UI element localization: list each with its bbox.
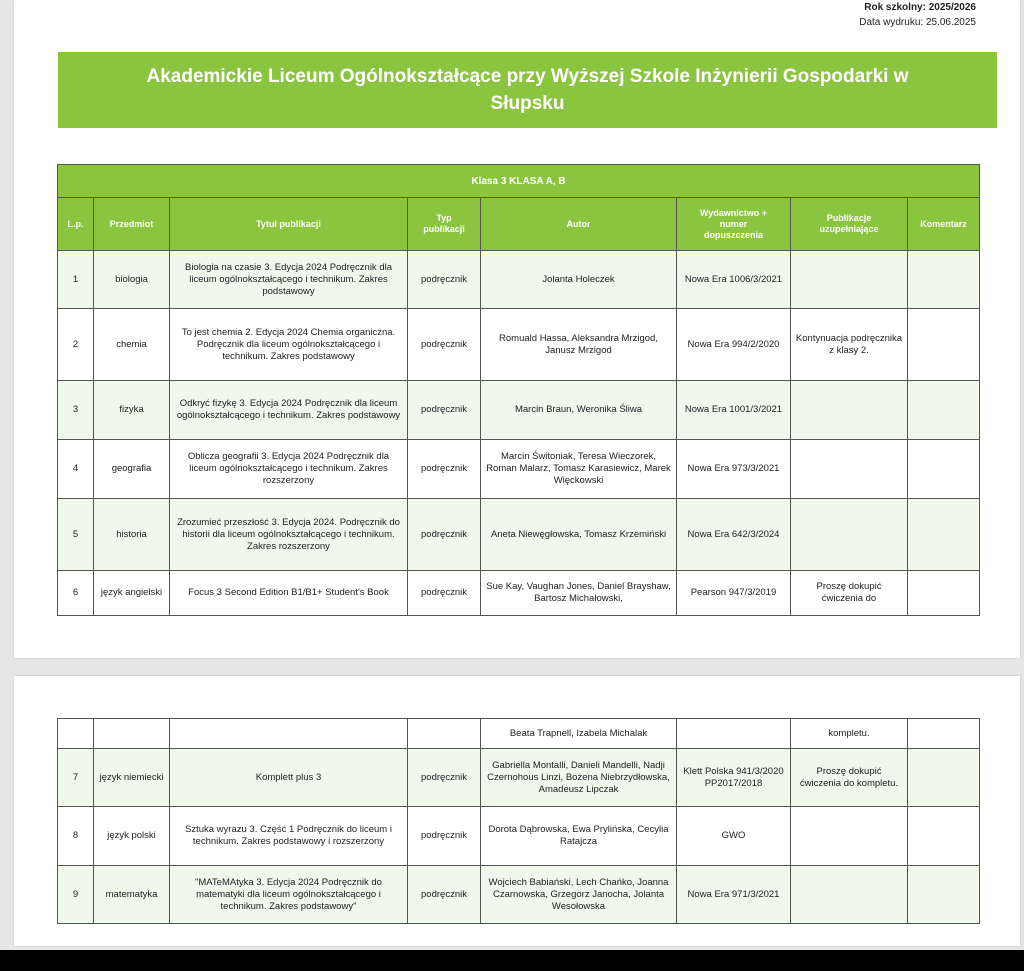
- table-row: [58, 719, 980, 749]
- cell-author: Romuald Hassa, Aleksandra Mrzigod, Janusz Mrzigod: [481, 309, 677, 381]
- cell-author: Wojciech Babiański, Lech Chańko, Joanna Czarnowska, Grzegorz Janocha, Jolanta Wesołowska: [481, 866, 677, 924]
- cell-type: podręcznik: [408, 571, 481, 616]
- col-publisher: Wydawnictwo + numer dopuszczenia: [677, 198, 791, 251]
- table-row: [58, 866, 980, 924]
- header-row: [58, 198, 980, 251]
- cell-publisher: Nowa Era 642/3/2024: [677, 499, 791, 571]
- cell-comment: [908, 381, 980, 440]
- col-supplement: Publikacje uzupełniające: [791, 198, 908, 251]
- school-banner: [58, 52, 997, 128]
- cell-subject: fizyka: [94, 381, 170, 440]
- cell-title: Focus 3 Second Edition B1/B1+ Student's Book: [170, 571, 408, 616]
- cell-author: Jolanta Holeczek: [481, 251, 677, 309]
- cell-supplement: [791, 251, 908, 309]
- cell-comment: [908, 866, 980, 924]
- table-row: [58, 440, 980, 499]
- cell-author: Gabriella Montalli, Danieli Mandelli, Nadji Czernohous Linzi, Bożena Niebrzydłowska, Amadeusz Lipczak: [481, 749, 677, 807]
- cell-lp: 4: [58, 440, 94, 499]
- cell-lp: 5: [58, 499, 94, 571]
- cell-supplement: Proszę dokupić ćwiczenia do kompletu.: [791, 749, 908, 807]
- textbook-table: [57, 164, 980, 616]
- col-title: Tytuł publikacji: [170, 198, 408, 251]
- cell-supplement: Proszę dokupić ćwiczenia do: [791, 571, 908, 616]
- cell-type: podręcznik: [408, 309, 481, 381]
- col-type: Typ publikacji: [408, 198, 481, 251]
- cell-lp: 2: [58, 309, 94, 381]
- cell-comment: [908, 749, 980, 807]
- cell-author: Beata Trapnell, Izabela Michalak: [481, 719, 677, 749]
- cell-lp: 7: [58, 749, 94, 807]
- cell-type: podręcznik: [408, 866, 481, 924]
- cell-author: Sue Kay, Vaughan Jones, Daniel Brayshaw, Bartosz Michałowski,: [481, 571, 677, 616]
- cell-comment: [908, 719, 980, 749]
- cell-title: Komplett plus 3: [170, 749, 408, 807]
- cell-publisher: Nowa Era 973/3/2021: [677, 440, 791, 499]
- cell-type: podręcznik: [408, 251, 481, 309]
- cell-lp: 1: [58, 251, 94, 309]
- cell-title: To jest chemia 2. Edycja 2024 Chemia organiczna. Podręcznik dla liceum ogólnokształcącego i technikum. Zakres podstawowy: [170, 309, 408, 381]
- screen-bottom-bar: [0, 950, 1024, 971]
- print-meta: [859, 0, 976, 30]
- cell-type: [408, 719, 481, 749]
- col-subject: Przedmiot: [94, 198, 170, 251]
- cell-publisher: Nowa Era 971/3/2021: [677, 866, 791, 924]
- table-row: [58, 309, 980, 381]
- cell-supplement: [791, 440, 908, 499]
- cell-type: podręcznik: [408, 381, 481, 440]
- col-author: Autor: [481, 198, 677, 251]
- cell-title: Zrozumieć przeszłość 3. Edycja 2024. Podręcznik do historii dla liceum ogólnokształcącego i technikum. Zakres rozszerzony: [170, 499, 408, 571]
- cell-subject: geografia: [94, 440, 170, 499]
- cell-title: Oblicza geografii 3. Edycja 2024 Podręcznik dla liceum ogólnokształcącego i technikum. Zakres rozszerzony: [170, 440, 408, 499]
- cell-supplement: [791, 381, 908, 440]
- cell-subject: język niemiecki: [94, 749, 170, 807]
- cell-subject: chemia: [94, 309, 170, 381]
- cell-type: podręcznik: [408, 807, 481, 866]
- cell-lp: 3: [58, 381, 94, 440]
- cell-subject: matematyka: [94, 866, 170, 924]
- cell-title: Odkryć fizykę 3. Edycja 2024 Podręcznik dla liceum ogólnokształcącego i technikum. Zakres podstawowy: [170, 381, 408, 440]
- cell-subject: język angielski: [94, 571, 170, 616]
- cell-publisher: Pearson 947/3/2019: [677, 571, 791, 616]
- cell-author: Dorota Dąbrowska, Ewa Prylińska, Cecylia Ratajcza: [481, 807, 677, 866]
- cell-supplement: [791, 807, 908, 866]
- cell-author: Marcin Świtoniak, Teresa Wieczorek, Roman Malarz, Tomasz Karasiewicz, Marek Więckowski: [481, 440, 677, 499]
- cell-comment: [908, 571, 980, 616]
- cell-publisher: Klett Polska 941/3/2020 PP2017/2018: [677, 749, 791, 807]
- table-row: [58, 571, 980, 616]
- school-name: Akademickie Liceum Ogólnokształcące przy Wyższej Szkole Inżynierii Gospodarki w Słupsku: [146, 66, 909, 114]
- document-page-1: [14, 0, 1020, 658]
- cell-type: podręcznik: [408, 749, 481, 807]
- table-row: [58, 251, 980, 309]
- textbook-table-continued: [57, 718, 980, 924]
- cell-comment: [908, 499, 980, 571]
- cell-lp: 9: [58, 866, 94, 924]
- table-row: [58, 749, 980, 807]
- cell-publisher: [677, 719, 791, 749]
- cell-publisher: Nowa Era 1006/3/2021: [677, 251, 791, 309]
- cell-publisher: GWO: [677, 807, 791, 866]
- cell-lp: [58, 719, 94, 749]
- cell-comment: [908, 251, 980, 309]
- cell-lp: 6: [58, 571, 94, 616]
- cell-subject: biologia: [94, 251, 170, 309]
- document-page-2: [14, 676, 1020, 946]
- cell-comment: [908, 440, 980, 499]
- cell-subject: [94, 719, 170, 749]
- cell-author: Aneta Niewęgłowska, Tomasz Krzemiński: [481, 499, 677, 571]
- cell-supplement: [791, 866, 908, 924]
- cell-title: "MATeMAtyka 3. Edycja 2024 Podręcznik do matematyki dla liceum ogólnokształcącego i technikum. Zakres podstawowy": [170, 866, 408, 924]
- cell-title: Sztuka wyrazu 3. Część 1 Podręcznik do liceum i technikum. Zakres podstawowy i rozszerzony: [170, 807, 408, 866]
- cell-supplement: kompletu.: [791, 719, 908, 749]
- cell-author: Marcin Braun, Weronika Śliwa: [481, 381, 677, 440]
- cell-publisher: Nowa Era 1001/3/2021: [677, 381, 791, 440]
- cell-subject: język polski: [94, 807, 170, 866]
- cell-type: podręcznik: [408, 440, 481, 499]
- cell-comment: [908, 807, 980, 866]
- col-comment: Komentarz: [908, 198, 980, 251]
- school-year: Rok szkolny: 2025/2026: [864, 2, 976, 13]
- col-lp: L.p.: [58, 198, 94, 251]
- cell-type: podręcznik: [408, 499, 481, 571]
- cell-publisher: Nowa Era 994/2/2020: [677, 309, 791, 381]
- table-row: [58, 381, 980, 440]
- cell-supplement: [791, 499, 908, 571]
- class-title: Klasa 3 KLASA A, B: [58, 165, 980, 198]
- cell-comment: [908, 309, 980, 381]
- cell-title: Biologia na czasie 3. Edycja 2024 Podręcznik dla liceum ogólnokształcącego i technikum. Zakres podstawowy: [170, 251, 408, 309]
- table-row: [58, 499, 980, 571]
- cell-lp: 8: [58, 807, 94, 866]
- cell-supplement: Kontynuacja podręcznika z klasy 2.: [791, 309, 908, 381]
- cell-subject: historia: [94, 499, 170, 571]
- table-row: [58, 807, 980, 866]
- print-date: Data wydruku: 25.06.2025: [859, 17, 976, 28]
- cell-title: [170, 719, 408, 749]
